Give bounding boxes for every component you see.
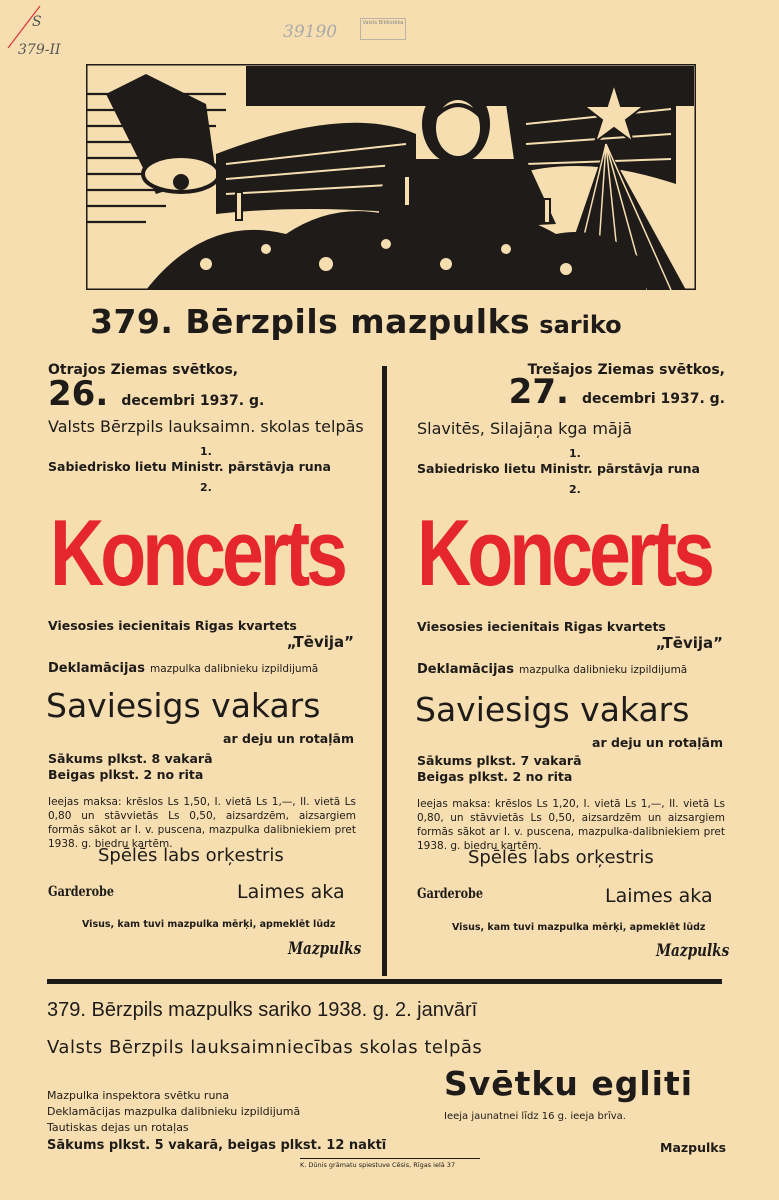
right-end: Beigas plkst. 2 no rita bbox=[417, 769, 573, 784]
right-koncerts: Koncerts bbox=[417, 500, 711, 605]
right-cloakroom: Garderobe bbox=[417, 886, 484, 902]
corner-note-bottom: 379-II bbox=[18, 42, 61, 58]
left-speech: Sabiedrisko lietu Ministr. pārstāvja runa bbox=[48, 459, 331, 474]
printer-credit: K. Dūnis grāmatu spiestuve Cēsis, Rīgas ielā 37 bbox=[300, 1161, 456, 1169]
bottom-signature: Mazpulks bbox=[660, 1140, 727, 1155]
bottom-times: Sākums plkst. 5 vakarā, beigas plkst. 12 naktī bbox=[47, 1138, 387, 1153]
left-day-label: Otrajos Ziemas svētkos, bbox=[48, 362, 239, 378]
bottom-item: Tautiskas dejas un rotaļas bbox=[47, 1121, 189, 1134]
right-venue: Slavitēs, Silajāņa kga mājā bbox=[417, 419, 633, 438]
bottom-item: Deklamācijas mazpulka dalibnieku izpildijumā bbox=[47, 1105, 301, 1118]
left-signature: Mazpulks bbox=[288, 939, 362, 959]
angel-woodcut-illustration bbox=[86, 64, 696, 290]
bottom-line1: 379. Bērzpils mazpulks sariko 1938. g. 2. janvārī bbox=[47, 999, 478, 1021]
right-num1: 1. bbox=[569, 447, 581, 460]
bottom-item: Mazpulka inspektora svētku runa bbox=[47, 1089, 230, 1102]
bottom-line2: Valsts Bērzpils lauksaimniecības skolas telpās bbox=[47, 1037, 483, 1058]
left-num2: 2. bbox=[200, 481, 212, 494]
left-koncerts: Koncerts bbox=[50, 500, 344, 605]
right-quartet-line: Viesosies iecienitais Rigas kvartets bbox=[417, 619, 666, 634]
left-invite: Visus, kam tuvi mazpulka mērķi, apmeklēt lūdz bbox=[82, 919, 336, 930]
left-end: Beigas plkst. 2 no rita bbox=[48, 767, 204, 782]
title-light: sariko bbox=[539, 311, 622, 339]
bottom-entry: Ieeja jaunatnei līdz 16 g. ieeja brīva. bbox=[444, 1111, 626, 1122]
right-num2: 2. bbox=[569, 483, 581, 496]
right-signature: Mazpulks bbox=[656, 941, 730, 961]
left-evening-sub: ar deju un rotaļām bbox=[223, 731, 354, 746]
printer-rule bbox=[300, 1158, 480, 1159]
left-start: Sākums plkst. 8 vakarā bbox=[48, 751, 213, 766]
right-date: 27. decembri 1937. g. bbox=[508, 372, 725, 412]
left-column bbox=[48, 362, 358, 414]
right-day-label: Trešajos Ziemas svētkos, bbox=[527, 362, 725, 378]
right-quartet-name: „Tēvija” bbox=[655, 634, 723, 652]
left-fee: Ieejas maksa: krēslos Ls 1,50, I. vietā Ls 1,—, II. vietā Ls 0,80 un stāvvietās Ls 0,50, aizsardzēm, aizsargiem formās sākot ar I. v. puscena, mazpulka dalibniekiem pret 1938. g. biedru kartēm. bbox=[48, 796, 356, 850]
column-divider bbox=[382, 366, 387, 976]
left-evening-title: Saviesigs vakars bbox=[46, 686, 321, 725]
bottom-items bbox=[47, 1088, 300, 1136]
left-quartet-line: Viesosies iecienitais Rigas kvartets bbox=[48, 618, 297, 633]
right-fee: Ieejas maksa: krēslos Ls 1,20, I. vietā Ls 1,—, II. vietā Ls 0,80, un stāvvietās Ls 0,50, aizsardzēm un aizsargiem formās sākot ar I. v. puscena, mazpulka-dalibniekiem pret 1938. g. biedru kartēm. bbox=[417, 798, 725, 852]
left-num1: 1. bbox=[200, 445, 212, 458]
left-cloakroom: Garderobe bbox=[48, 884, 115, 900]
right-recitation: Deklamācijas mazpulka dalibnieku izpildijumā bbox=[417, 662, 688, 677]
left-quartet-name: „Tēvija” bbox=[286, 633, 354, 651]
right-evening-title: Saviesigs vakars bbox=[415, 690, 690, 729]
left-lottery: Laimes aka bbox=[237, 881, 345, 903]
poster-title bbox=[90, 302, 622, 341]
left-recitation: Deklamācijas mazpulka dalibnieku izpildijumā bbox=[48, 661, 319, 676]
right-start: Sākums plkst. 7 vakarā bbox=[417, 753, 582, 768]
right-orchestra: Spēlēs labs orķestris bbox=[468, 847, 654, 868]
bottom-event-title: Svētku egliti bbox=[444, 1064, 694, 1103]
left-orchestra: Spēlēs labs orķestris bbox=[98, 845, 284, 866]
right-speech: Sabiedrisko lietu Ministr. pārstāvja runa bbox=[417, 461, 700, 476]
left-venue: Valsts Bērzpils lauksaimn. skolas telpās bbox=[48, 417, 364, 436]
corner-note-top: S bbox=[32, 14, 42, 30]
left-date: 26. decembri 1937. g. bbox=[48, 374, 265, 414]
bottom-divider bbox=[47, 979, 722, 984]
library-stamp: Valsts Bibliotēka bbox=[360, 18, 406, 40]
catalog-number: 39190 bbox=[283, 22, 338, 42]
right-lottery: Laimes aka bbox=[605, 885, 713, 907]
right-evening-sub: ar deju un rotaļām bbox=[592, 735, 723, 750]
title-bold: 379. Bērzpils mazpulks bbox=[90, 302, 531, 341]
right-invite: Visus, kam tuvi mazpulka mērķi, apmeklēt lūdz bbox=[452, 922, 706, 933]
